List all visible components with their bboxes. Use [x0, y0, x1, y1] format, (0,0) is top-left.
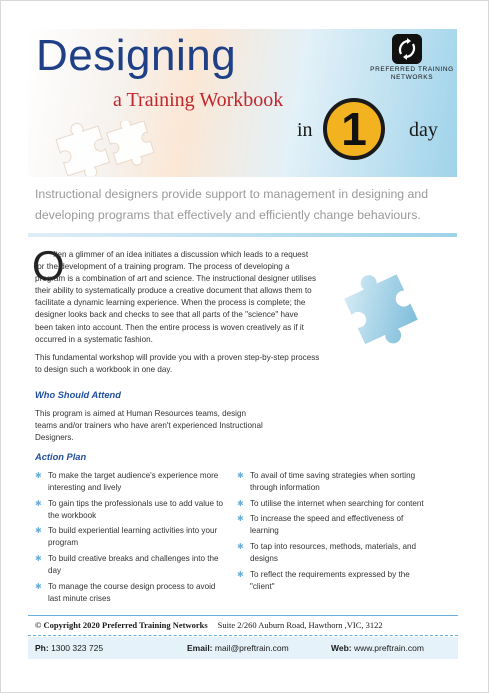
list-item: ✱ To reflect the requirements expressed by the "client" [237, 569, 410, 591]
footer-rule [28, 615, 458, 616]
logo-text: PREFERRED TRAINING NETWORKS [370, 66, 454, 81]
star-bullet-icon: ✱ [237, 514, 244, 524]
puzzle-piece-icon [331, 259, 441, 349]
logo-icon [392, 34, 422, 64]
address-text: Suite 2/260 Auburn Road, Hawthorn ,VIC, 3122 [217, 620, 383, 630]
star-bullet-icon: ✱ [237, 569, 244, 579]
star-bullet-icon: ✱ [35, 498, 42, 508]
drop-cap: O [32, 242, 65, 289]
list-item: ✱ To gain tips the professionals use to add value to the workbook [35, 498, 224, 520]
page-subtitle: a Training Workbook [113, 89, 284, 111]
email-link[interactable]: mail@preftrain.com [214, 643, 289, 653]
web-contact [331, 643, 424, 653]
who-should-attend-text: This program is aimed at Human Resources teams, design teams and/or trainers who have aren't experienced Instructional Designers. [35, 409, 263, 443]
star-bullet-icon: ✱ [35, 554, 42, 564]
divider-rule [28, 233, 457, 237]
list-item: ✱ To build experiential learning activities into your program [35, 526, 218, 548]
action-plan-heading: Action Plan [35, 452, 87, 462]
body-paragraph-1-text: ften a glimmer of an idea initiates a discussion which leads to a request for the development of a training program. The process of developing a program is a combination of art and science. The instructional designer utilises their ability to systematically produce a creative document that allows them to facilitate a dynamic learning experience. When the process is complete; the designer looks back and checks to see that all parts of the "science" have been taken into account. Then the entire process is woven creatively as if it occurred in a systematic fashion. [35, 250, 317, 344]
action-plan-list-right [237, 470, 433, 596]
action-plan-list-left [35, 470, 227, 608]
phone-label: Ph: [35, 643, 49, 653]
body-paragraph-1 [35, 249, 317, 346]
one-day-badge [323, 98, 385, 160]
web-link[interactable]: www.preftrain.com [354, 643, 424, 653]
company-logo [369, 34, 455, 89]
page-title: Designing [36, 31, 237, 80]
star-bullet-icon: ✱ [237, 471, 244, 480]
star-bullet-icon: ✱ [35, 471, 42, 480]
intro-paragraph: Instructional designers provide support to management in designing and developing programs that effectively and efficiently change behaviours. [35, 187, 429, 222]
list-item: ✱ To utilise the internet when searching for content [237, 498, 433, 510]
phone-contact [35, 643, 103, 653]
badge-number: 1 [341, 103, 367, 155]
list-item: ✱ To avail of time saving strategies when sorting through information [237, 471, 416, 493]
copyright-text: © Copyright 2020 Preferred Training Networks [35, 620, 208, 630]
list-item: ✱ To build creative breaks and challenges into the day [35, 554, 219, 576]
day-word: day [409, 119, 438, 141]
in-word: in [297, 119, 313, 141]
body-paragraph-2: This fundamental workshop will provide you with a proven step-by-step process to design such a workbook in one day. [35, 353, 320, 375]
phone-number: 1300 323 725 [51, 643, 104, 653]
footer-dashed-divider [28, 635, 458, 636]
email-label: Email: [187, 643, 213, 653]
star-bullet-icon: ✱ [237, 498, 244, 508]
list-item: ✱ To manage the course design process to avoid last minute crises [35, 581, 216, 603]
star-bullet-icon: ✱ [35, 526, 42, 536]
web-label: Web: [331, 643, 352, 653]
list-item: ✱ To increase the speed and effectiveness of learning [237, 514, 404, 536]
who-should-attend-heading: Who Should Attend [35, 390, 121, 400]
list-item: ✱ To tap into resources, methods, materials, and designs [237, 541, 417, 564]
star-bullet-icon: ✱ [237, 541, 244, 551]
puzzle-pieces-icon [41, 121, 161, 176]
list-item: ✱ To make the target audience's experience more interesting and lively [35, 471, 219, 493]
star-bullet-icon: ✱ [35, 581, 42, 591]
email-contact [187, 643, 289, 653]
copyright-line [35, 620, 383, 630]
